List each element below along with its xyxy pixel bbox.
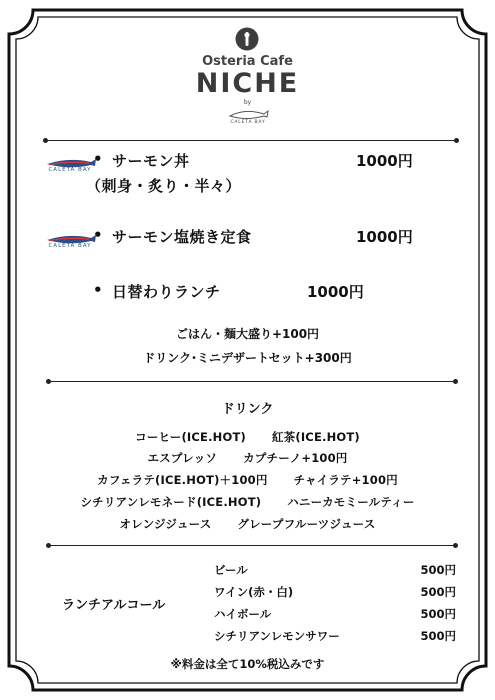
alcohol-item-price: 500円 (420, 607, 456, 621)
drink-row (0, 429, 495, 445)
drink-item: チャイラテ+100円 (293, 473, 398, 487)
sub-brand-logo (224, 107, 272, 129)
divider-top (45, 140, 457, 141)
drink-row (0, 472, 495, 488)
extra-option: ドリンク･ミニデザートセット+300円 (143, 351, 352, 365)
drink-item: 紅茶(ICE.HOT) (271, 430, 360, 444)
sub-brand-text: CALETA BAY (230, 120, 266, 125)
drink-item: ハニーカモミールティー (287, 495, 415, 509)
alcohol-item-price: 500円 (420, 629, 456, 643)
caleta-bay-logo: CALETA BAY (39, 231, 101, 251)
drink-row (0, 516, 495, 532)
cafe-name: Osteria Cafe (202, 54, 293, 69)
menu-item-name: サーモン丼 (112, 152, 190, 170)
brand-logo-mark (235, 27, 259, 51)
brand-title: NICHE (195, 68, 300, 99)
menu-item-note: （刺身・炙り・半々） (86, 177, 242, 195)
drink-item: コーヒー(ICE.HOT) (135, 430, 246, 444)
drink-item: エスプレッソ (147, 451, 218, 465)
bullet-icon: • (93, 150, 103, 168)
drink-item: カフェラテ(ICE.HOT)＋100円 (97, 473, 268, 487)
extra-option: ごはん・麺大盛り+100円 (175, 327, 320, 341)
drink-item: グレープフルーツジュース (237, 517, 376, 531)
drink-item: カプチーノ+100円 (243, 451, 348, 465)
alcohol-item-price: 500円 (420, 563, 456, 577)
drink-item: シチリアンレモネード(ICE.HOT) (80, 495, 262, 509)
alcohol-item-name: シチリアンレモンサワー (214, 629, 340, 643)
menu-item-name: 日替わりランチ (112, 283, 221, 301)
alcohol-title: ランチアルコール (62, 598, 166, 613)
divider-middle (48, 381, 456, 382)
alcohol-item-price: 500円 (420, 585, 456, 599)
alcohol-item-name: ハイボール (214, 607, 272, 621)
drinks-title: ドリンク (221, 402, 274, 417)
alcohol-item-name: ワイン(赤・白) (214, 585, 294, 599)
drink-row (0, 494, 495, 510)
drink-row (0, 450, 495, 466)
divider-bottom (48, 545, 456, 546)
tax-note: ※料金は全て10%税込みです (170, 657, 325, 671)
bullet-icon: • (93, 281, 103, 299)
drink-item: オレンジジュース (119, 517, 212, 531)
alcohol-item-name: ビール (214, 563, 248, 577)
menu-item-name: サーモン塩焼き定食 (112, 228, 252, 246)
menu-item-price: 1000円 (356, 152, 413, 170)
bullet-icon: • (93, 226, 103, 244)
caleta-bay-logo: CALETA BAY (39, 155, 101, 175)
by-label: by (243, 99, 252, 106)
menu-item-price: 1000円 (356, 228, 413, 246)
menu-item-price: 1000円 (307, 283, 364, 301)
